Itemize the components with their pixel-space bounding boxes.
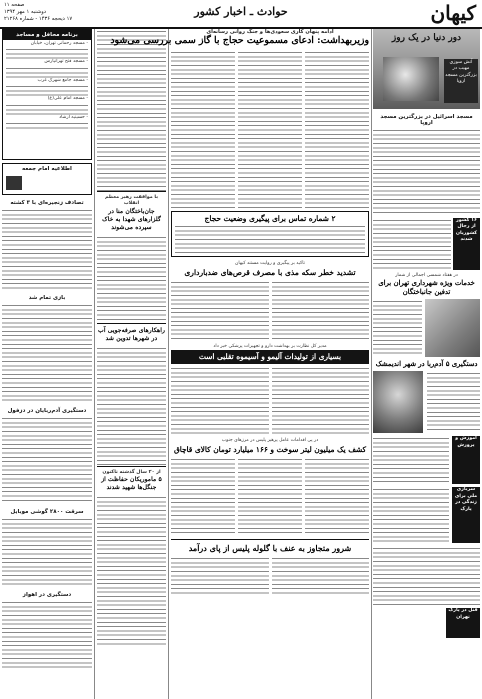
lecture-item: - مسجد جامع شهرک غرب: [37, 77, 88, 83]
box-heading: راهکارهای صرفه‌جویی آب در شهرها تدوین شد: [98, 326, 165, 342]
box-heading: بسیاری از تولیدات آلیمو و آسیموه تقلبی است: [198, 352, 342, 362]
story-text: [2, 303, 92, 403]
story-title: بازی تمام شد: [28, 295, 66, 301]
lead-headline: وزیربهداشت: ادعای مسموعیت حجاج با گاز سمی بررسی می‌شود: [110, 35, 369, 47]
story-title: سرقت ۲۸۰۰ گوشی موبایل: [10, 509, 84, 515]
box-heading: شرور متجاوز به عنف با گلوله پلیس از پای درآمد: [188, 542, 352, 553]
box-heading: جان‌باختگان منا در گلزارهای شهدا به خاک سپرده می‌شوند: [102, 207, 161, 231]
masthead: [0, 0, 482, 29]
story-text: [2, 416, 92, 504]
lecture-item: - حسینیه ارشاد: [59, 114, 88, 120]
story-kicker: در هفتاد شمسی اجمالی از شمار: [395, 273, 458, 278]
box-heading: ۵ ماموریکان حفاظت از جنگل‌ها شهید شدند: [101, 476, 162, 492]
side-box: آموزش و پرورش: [452, 436, 480, 484]
smoke-photo: [383, 57, 439, 101]
bulletin-title: برنامه محافل و مساجد: [3, 30, 91, 40]
forest-box: [97, 466, 166, 492]
box-kicker: تاکید بر پیگیری و روایت مستند کیهان: [235, 261, 305, 267]
story-title: دستگیری در اهواز: [22, 592, 72, 598]
pill-story: [171, 261, 369, 339]
side-box-row: [373, 218, 480, 270]
story-heading: دستگیری ۵ آدم‌ربا در شهر اندیمشک: [375, 360, 478, 369]
box-kicker: با موافقت رهبر معظم انقلاب: [104, 195, 159, 207]
left-column: [2, 29, 92, 697]
funeral-box: [97, 191, 166, 232]
photo-caption: دور دنیا در یک روز: [391, 33, 462, 43]
story-text: [97, 235, 166, 323]
story-title: مسجد اسرائیل در بزرگترین مسجد اروپا: [380, 114, 473, 126]
issue-line: ۱۷ ذیحجه ۱۴۳۶ - شماره ۲۱۲۶۸: [4, 16, 73, 22]
story-title: تصادف زنجیره‌ای با ۳ کشته: [10, 200, 84, 206]
side-box-row: [373, 487, 480, 543]
side-box: سربازی ملی برای زندگی در پارک: [452, 487, 480, 543]
lecture-item: - مسجد امام علی(ع): [47, 96, 88, 102]
smuggling-story: [171, 438, 369, 534]
story-heading: خدمات ویژه شهرداری تهران برای تدفین جانباختگان: [378, 279, 475, 297]
side-box-row: [373, 436, 480, 484]
right-column: [373, 29, 480, 697]
box-kicker: در پی اقدامات عامل پرهیز پلیس در مرزهای جنوب: [221, 438, 319, 444]
column-two: [97, 29, 166, 697]
people-photo-row: [373, 299, 480, 357]
page-number: صفحه ۱۱: [4, 2, 25, 8]
box-heading: کشف یک میلیون لیتر سوخت و ۱۶۶ میلیارد تومان کالای قاچاق: [173, 444, 366, 454]
bulletin-box: [2, 29, 92, 160]
box-kicker: مدیر کل نظارت بر بهداشت دارو و تجهیزات پزشکی خبر داد: [213, 343, 327, 349]
water-box: [97, 323, 166, 343]
box-heading: تشدید خطر سکه مذی با مصرف قرص‌های ضدبارداری: [184, 267, 356, 277]
story-text: [97, 346, 166, 466]
lecture-item: - مسجد رحمانی تهران، خیابان: [30, 41, 88, 46]
story-text: [2, 600, 92, 670]
side-box: قتل در پارک تهران: [446, 608, 480, 638]
box-kicker: از ۲۰ سال گذشته تاکنون: [102, 469, 161, 475]
side-box: ۱۶ کشور از رجال کشوریان شدند: [453, 218, 480, 270]
story-text: [97, 495, 166, 645]
story-text: [373, 128, 480, 216]
portrait-photo: [373, 371, 423, 433]
mourners-photo: [425, 299, 480, 357]
story-text: [2, 517, 92, 587]
police-story: [171, 539, 369, 596]
section-title: حوادث ـ اخبار کشور: [194, 5, 288, 18]
fire-photo: [373, 29, 480, 109]
box-heading: ۲ شماره تماس برای پیگیری وضعیت حجاج: [204, 214, 336, 224]
portrait-row: [373, 371, 480, 433]
lecture-item: - مسجد فتح تهرانپارس: [44, 59, 88, 65]
obituary-title: اطلاعیه امام جمعه: [22, 166, 72, 172]
lead-kicker: ادامه پنهان کاری سعودی‌ها و جنگ روانی رسانه‌ای: [206, 29, 334, 35]
obituary-box: [2, 163, 92, 195]
story-title: دستگیری آدم‌ربایان در دزفول: [7, 408, 87, 414]
emblem-icon: [6, 176, 22, 190]
date-line: دوشنبه ۱ مهر ۱۳۹۴: [4, 9, 47, 15]
page-info: [4, 2, 84, 23]
story-text: [2, 208, 92, 290]
story-text: [97, 29, 166, 191]
banner: [171, 350, 369, 364]
hajj-phone-box: [171, 211, 369, 257]
photo-tag: آتش سوزی مهیب در بزرگترین مسجد اروپا: [444, 59, 478, 103]
newspaper-logo: کیهان: [430, 1, 476, 25]
counterfeit-story: [171, 344, 369, 434]
